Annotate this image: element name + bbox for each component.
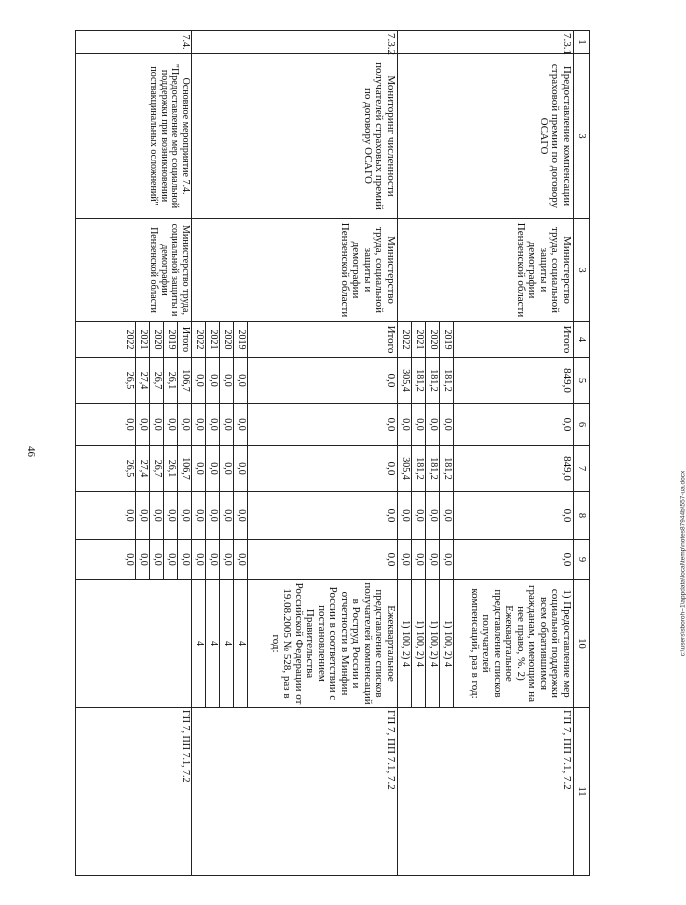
value-cell: 0,0 [412, 492, 426, 540]
table-row [248, 31, 398, 876]
value-cell: 305,4 [398, 446, 412, 492]
value-cell: 0,0 [164, 540, 178, 580]
executor: Министерство труда, социальной защиты и демографии Пензенской области [76, 219, 192, 322]
indicator-cell: 4 [192, 580, 206, 708]
indicator-cell: 1) 100, 2) 4 [412, 580, 426, 708]
col-header: 4 [574, 322, 590, 358]
year-cell: 2021 [136, 322, 150, 358]
col-header: 5 [574, 358, 590, 404]
value-cell: 305,4 [398, 358, 412, 404]
value-cell: 26,5 [76, 358, 136, 404]
indicator-cell: 4 [220, 580, 234, 708]
value-cell: 849,0 [454, 446, 574, 492]
value-cell: 0,0 [426, 492, 440, 540]
value-cell: 106,7 [178, 446, 192, 492]
executor: Министерство труда, социальной защиты и демографии Пензенской области [398, 219, 574, 322]
value-cell: 0,0 [192, 446, 206, 492]
indicator-cell: 1) 100, 2) 4 [440, 580, 454, 708]
col-header: 1 [574, 31, 590, 54]
value-cell: 0,0 [248, 358, 398, 404]
value-cell: 0,0 [398, 540, 412, 580]
col-header: 11 [574, 708, 590, 876]
indicator-cell [76, 580, 192, 708]
value-cell: 0,0 [220, 540, 234, 580]
value-cell: 0,0 [234, 358, 248, 404]
value-cell: 0,0 [398, 492, 412, 540]
value-cell: 26,1 [164, 446, 178, 492]
value-cell: 0,0 [178, 540, 192, 580]
value-cell: 0,0 [192, 358, 206, 404]
indicator-cell: Ежеквартальное представление списков получателей компенсаций в Роструд России и отчетности в Минфин России в соответствии с постановлением Правительства Российской Федерации от 19.08.2005 № 528, раз в год: [248, 580, 398, 708]
value-cell: 181,2 [412, 358, 426, 404]
table-row [454, 31, 574, 876]
value-cell: 0,0 [76, 404, 136, 446]
col-header: 8 [574, 492, 590, 540]
value-cell: 0,0 [76, 492, 136, 540]
col-header: 3 [574, 54, 590, 219]
value-cell: 0,0 [136, 404, 150, 446]
year-cell: 2019 [164, 322, 178, 358]
value-cell: 181,2 [440, 358, 454, 404]
year-cell: 2019 [440, 322, 454, 358]
value-cell: 0,0 [412, 540, 426, 580]
measure-name: Мониторинг численности получателей страховых премий по договору ОСАГО [192, 54, 398, 219]
page-number: 46 [25, 446, 37, 457]
col-header: 7 [574, 446, 590, 492]
value-cell: 0,0 [220, 492, 234, 540]
col-header: 3 [574, 219, 590, 322]
year-cell: 2021 [206, 322, 220, 358]
value-cell: 0,0 [206, 446, 220, 492]
year-cell: 2020 [426, 322, 440, 358]
value-cell: 0,0 [248, 446, 398, 492]
year-cell: Итого [178, 322, 192, 358]
value-cell: 0,0 [136, 492, 150, 540]
value-cell: 26,1 [164, 358, 178, 404]
value-cell: 0,0 [398, 404, 412, 446]
row-number: 7.4. [76, 31, 192, 54]
col-header: 6 [574, 404, 590, 446]
value-cell: 0,0 [192, 492, 206, 540]
column-number-row [574, 31, 590, 876]
value-cell: 0,0 [220, 358, 234, 404]
year-cell: 2022 [192, 322, 206, 358]
value-cell: 181,2 [412, 446, 426, 492]
reference-cell: ГП 7, ПП 7.1, 7.2 [398, 708, 574, 876]
row-number: 7.3.1 [398, 31, 574, 54]
value-cell: 0,0 [220, 446, 234, 492]
indicator-cell: 4 [206, 580, 220, 708]
value-cell: 0,0 [234, 492, 248, 540]
value-cell: 26,7 [150, 358, 164, 404]
year-cell: 2019 [234, 322, 248, 358]
value-cell: 0,0 [206, 540, 220, 580]
value-cell: 0,0 [248, 540, 398, 580]
value-cell: 0,0 [150, 404, 164, 446]
rotated-table-wrapper [105, 30, 590, 875]
value-cell: 0,0 [248, 404, 398, 446]
indicator-cell: 1) 100, 2) 4 [426, 580, 440, 708]
value-cell: 0,0 [426, 540, 440, 580]
value-cell: 0,0 [248, 492, 398, 540]
value-cell: 0,0 [234, 446, 248, 492]
value-cell: 0,0 [412, 404, 426, 446]
measure-name: Предоставление компенсации страховой премии по договору ОСАГО [398, 54, 574, 219]
value-cell: 0,0 [150, 492, 164, 540]
value-cell: 0,0 [440, 404, 454, 446]
value-cell: 0,0 [220, 404, 234, 446]
value-cell: 27,4 [136, 446, 150, 492]
value-cell: 0,0 [136, 540, 150, 580]
value-cell: 0,0 [206, 492, 220, 540]
col-header: 10 [574, 580, 590, 708]
value-cell: 27,4 [136, 358, 150, 404]
reference-cell: ГП 7, ПП 7.1, 7.2 [192, 708, 398, 876]
value-cell: 181,2 [426, 358, 440, 404]
year-cell: 2022 [76, 322, 136, 358]
value-cell: 0,0 [178, 404, 192, 446]
indicator-cell: 1) 100, 2) 4 [398, 580, 412, 708]
value-cell: 0,0 [192, 404, 206, 446]
year-cell: Итого [248, 322, 398, 358]
value-cell: 0,0 [76, 540, 136, 580]
value-cell: 106,7 [178, 358, 192, 404]
value-cell: 0,0 [454, 404, 574, 446]
year-cell: 2020 [220, 322, 234, 358]
year-cell: 2021 [412, 322, 426, 358]
year-cell: 2022 [398, 322, 412, 358]
year-cell: Итого [454, 322, 574, 358]
value-cell: 0,0 [164, 492, 178, 540]
col-header: 9 [574, 540, 590, 580]
value-cell: 26,7 [150, 446, 164, 492]
measure-name: Основное мероприятие 7.4. "Предоставление мер социальной поддержки при возникновении поствакцинальных осложнений" [76, 54, 192, 219]
table-row [178, 31, 192, 876]
value-cell: 0,0 [426, 404, 440, 446]
value-cell: 0,0 [206, 404, 220, 446]
value-cell: 0,0 [164, 404, 178, 446]
value-cell: 0,0 [206, 358, 220, 404]
footer-file-path: c:\users\sboroh~1\appdata\local\temp\notes87944b\557-ua.docx [679, 470, 686, 657]
value-cell: 26,5 [76, 446, 136, 492]
value-cell: 0,0 [440, 540, 454, 580]
row-number: 7.3.2 [192, 31, 398, 54]
value-cell: 181,2 [426, 446, 440, 492]
value-cell: 0,0 [234, 540, 248, 580]
value-cell: 0,0 [454, 492, 574, 540]
value-cell: 0,0 [178, 492, 192, 540]
indicator-cell: 1) Предоставление мер социальной поддержки всем обратившимся гражданам, имеющим на нее право, %. 2) Ежеквартальное представление списков получателей компенсаций, раз в год: [454, 580, 574, 708]
year-cell: 2020 [150, 322, 164, 358]
value-cell: 849,0 [454, 358, 574, 404]
reference-cell: ГП 7, ПП 7.1, 7.2 [76, 708, 192, 876]
value-cell: 181,2 [440, 446, 454, 492]
executor: Министерство труда, социальной защиты и демографии Пензенской области [192, 219, 398, 322]
indicator-cell: 4 [234, 580, 248, 708]
value-cell: 0,0 [192, 540, 206, 580]
value-cell: 0,0 [440, 492, 454, 540]
value-cell: 0,0 [234, 404, 248, 446]
value-cell: 0,0 [454, 540, 574, 580]
value-cell: 0,0 [150, 540, 164, 580]
program-table [75, 30, 590, 876]
